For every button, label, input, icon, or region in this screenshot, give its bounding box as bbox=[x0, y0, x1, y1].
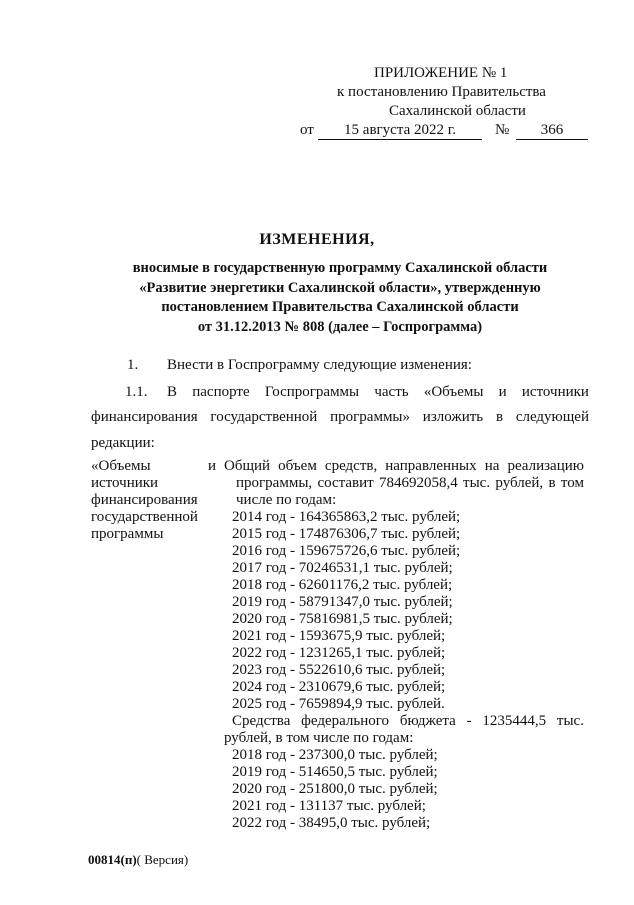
changes-title: ИЗМЕНЕНИЯ, bbox=[259, 231, 375, 248]
year-row-total: 2019 год - 58791347,0 тыс. рублей; bbox=[232, 594, 453, 610]
word: Госпрограммы bbox=[264, 384, 360, 400]
year-row-total: 2015 год - 174876306,7 тыс. рублей; bbox=[232, 526, 461, 542]
subtitle-line: от 31.12.2013 № 808 (далее – Госпрограмма) bbox=[197, 318, 483, 335]
left-and: и bbox=[207, 458, 216, 474]
document-version: ( Версия) bbox=[136, 852, 189, 867]
year-row-total: 2020 год - 75816981,5 тыс. рублей; bbox=[232, 611, 453, 627]
year-row-total: 2022 год - 1231265,1 тыс. рублей; bbox=[232, 645, 446, 661]
federal-line-2: рублей, в том числе по годам: bbox=[224, 730, 414, 746]
document-code bbox=[88, 852, 188, 868]
word: государственной bbox=[210, 409, 318, 425]
word: источники bbox=[521, 384, 589, 400]
year-row-federal: 2018 год - 237300,0 тыс. рублей; bbox=[232, 747, 438, 763]
decree-date: 15 августа 2022 г. bbox=[318, 121, 482, 140]
appendix-date-row bbox=[296, 121, 596, 143]
year-row-federal: 2020 год - 251800,0 тыс. рублей; bbox=[232, 781, 438, 797]
year-row-total: 2025 год - 7659894,9 тыс. рублей. bbox=[232, 696, 445, 712]
word: программы» bbox=[330, 409, 411, 425]
word: финансирования bbox=[91, 409, 198, 425]
year-row-total: 2014 год - 164365863,2 тыс. рублей; bbox=[232, 509, 461, 525]
table-left-column bbox=[91, 458, 216, 543]
total-line-2: программы, составит 784692058,4 тыс. рублей, в том bbox=[236, 475, 584, 491]
paragraph-1-1-line-3: редакции: bbox=[91, 435, 155, 451]
word: «Объемы bbox=[423, 384, 484, 400]
federal-line-1: Средства федерального бюджета - 1235444,5 тыс. bbox=[232, 713, 584, 729]
appendix-header bbox=[296, 64, 596, 143]
word: и bbox=[498, 384, 507, 400]
paragraph-1-1-number: 1.1. bbox=[125, 384, 148, 400]
appendix-title: ПРИЛОЖЕНИЕ № 1 bbox=[374, 65, 508, 81]
left-cell-line: программы bbox=[91, 526, 164, 542]
paragraph-1-text: Внести в Госпрограмму следующие изменения: bbox=[167, 357, 472, 373]
decree-number: 366 bbox=[516, 121, 588, 140]
changes-subtitle bbox=[60, 259, 620, 337]
word: следующей bbox=[515, 409, 589, 425]
year-row-total: 2017 год - 70246531,1 тыс. рублей; bbox=[232, 560, 453, 576]
year-row-total: 2024 год - 2310679,6 тыс. рублей; bbox=[232, 679, 446, 695]
subtitle-line: вносимые в государственную программу Сахалинской области bbox=[132, 260, 548, 276]
number-label: № bbox=[495, 122, 510, 138]
year-row-federal: 2021 год - 131137 тыс. рублей; bbox=[232, 798, 426, 814]
word: паспорте bbox=[192, 384, 250, 400]
document-code-id: 00814(п) bbox=[88, 852, 137, 867]
left-cell-line: финансирования bbox=[91, 492, 198, 508]
paragraph-1-1-line-1 bbox=[167, 383, 589, 402]
left-cell-line: «Объемы и bbox=[91, 458, 216, 474]
appendix-to-decree: к постановлению Правительства bbox=[337, 84, 546, 100]
subtitle-line: «Развитие энергетики Сахалинской области», утвержденную bbox=[139, 279, 541, 296]
paragraph-1-number: 1. bbox=[127, 357, 139, 373]
word: изложить bbox=[422, 409, 484, 425]
left-cell-line: источники bbox=[91, 475, 159, 491]
year-row-total: 2016 год - 159675726,6 тыс. рублей; bbox=[232, 543, 461, 559]
word: часть bbox=[374, 384, 409, 400]
year-row-total: 2023 год - 5522610,6 тыс. рублей; bbox=[232, 662, 446, 678]
word: в bbox=[495, 409, 504, 425]
appendix-region: Сахалинской области bbox=[389, 103, 526, 119]
year-row-federal: 2019 год - 514650,5 тыс. рублей; bbox=[232, 764, 438, 780]
table-right-column bbox=[224, 458, 584, 832]
subtitle-line: постановлением Правительства Сахалинской области bbox=[161, 299, 519, 315]
word: В bbox=[167, 384, 178, 400]
left-cell-line: государственной bbox=[91, 509, 198, 525]
total-line-3: числе по годам: bbox=[236, 492, 337, 508]
year-row-total: 2021 год - 1593675,9 тыс. рублей; bbox=[232, 628, 446, 644]
year-row-total: 2018 год - 62601176,2 тыс. рублей; bbox=[232, 577, 453, 593]
paragraph-1-1-line-2 bbox=[91, 408, 589, 427]
year-row-federal: 2022 год - 38495,0 тыс. рублей; bbox=[232, 815, 431, 831]
from-label: от bbox=[300, 122, 314, 138]
total-line-1: Общий объем средств, направленных на реализацию bbox=[224, 458, 584, 474]
